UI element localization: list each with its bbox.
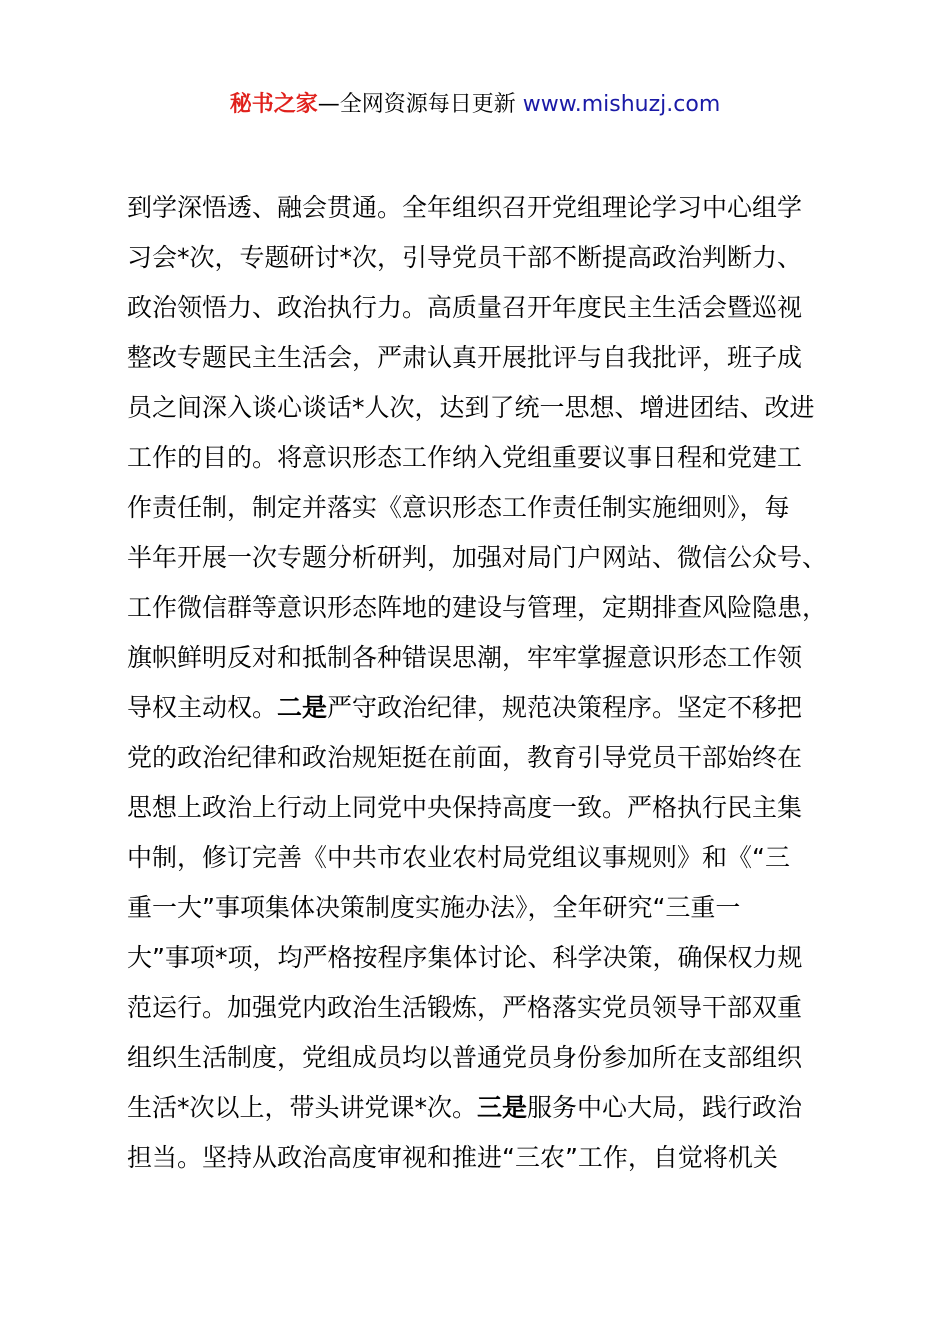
text-line <box>127 233 837 283</box>
line-text: 重一大”事项集体决策制度实施办法》，全年研究“三重一 <box>127 893 741 922</box>
line-text: 习会*次，专题研讨*次，引导党员干部不断提高政治判断力、 <box>127 243 803 272</box>
text-line <box>127 283 837 333</box>
text-line <box>127 533 837 583</box>
text-line <box>127 1033 837 1083</box>
text-line <box>127 933 837 983</box>
text-line <box>127 883 837 933</box>
line-text: 党的政治纪律和政治规矩挺在前面，教育引导党员干部始终在 <box>127 743 803 772</box>
line-text: 中制，修订完善《中共市农业农村局党组议事规则》和《“三 <box>127 843 790 872</box>
document-body <box>127 183 837 1183</box>
line-text: 旗帜鲜明反对和抵制各种错误思潮，牢牢掌握意识形态工作领 <box>127 643 803 672</box>
point-two-heading: 二是 <box>277 693 328 722</box>
text-line <box>127 783 837 833</box>
text-line <box>127 683 837 733</box>
line-text: 整改专题民主生活会，严肃认真开展批评与自我批评，班子成 <box>127 343 803 372</box>
text-line <box>127 1083 837 1133</box>
text-line <box>127 1133 837 1183</box>
text-line <box>127 383 837 433</box>
text-line <box>127 833 837 883</box>
brand-name: 秘书之家 <box>229 92 318 117</box>
text-line <box>127 333 837 383</box>
text-line <box>127 483 837 533</box>
text-line <box>127 633 837 683</box>
line-text: 严守政治纪律，规范决策程序。坚定不移把 <box>327 693 803 722</box>
line-text: 服务中心大局，践行政治 <box>527 1093 803 1122</box>
point-three-heading: 三是 <box>477 1093 528 1122</box>
text-line <box>127 183 837 233</box>
site-url-link[interactable]: www.mishuzj.com <box>522 92 721 117</box>
line-text: 工作微信群等意识形态阵地的建设与管理，定期排查风险隐患， <box>127 593 828 622</box>
line-text: 作责任制，制定并落实《意识形态工作责任制实施细则》，每 <box>127 493 790 522</box>
page-header <box>0 88 950 122</box>
line-text: 组织生活制度，党组成员均以普通党员身份参加所在支部组织 <box>127 1043 803 1072</box>
line-text: 员之间深入谈心谈话*人次，达到了统一思想、增进团结、改进 <box>127 393 815 422</box>
line-text: 工作的目的。将意识形态工作纳入党组重要议事日程和党建工 <box>127 443 803 472</box>
line-text: 导权主动权。 <box>127 693 278 722</box>
line-text: 范运行。加强党内政治生活锻炼，严格落实党员领导干部双重 <box>127 993 803 1022</box>
text-line <box>127 583 837 633</box>
line-text: 担当。坚持从政治高度审视和推进“三农”工作，自觉将机关 <box>127 1143 778 1172</box>
line-text: 思想上政治上行动上同党中央保持高度一致。严格执行民主集 <box>127 793 803 822</box>
line-text: 政治领悟力、政治执行力。高质量召开年度民主生活会暨巡视 <box>127 293 803 322</box>
line-text: 到学深悟透、融会贯通。全年组织召开党组理论学习中心组学 <box>127 193 803 222</box>
text-line <box>127 433 837 483</box>
text-line <box>127 983 837 1033</box>
line-text: 大”事项*项，均严格按程序集体讨论、科学决策，确保权力规 <box>127 943 803 972</box>
header-tagline: —全网资源每日更新 <box>317 92 523 117</box>
text-line <box>127 733 837 783</box>
line-text: 生活*次以上，带头讲党课*次。 <box>127 1093 478 1122</box>
line-text: 半年开展一次专题分析研判，加强对局门户网站、微信公众号、 <box>127 543 828 572</box>
